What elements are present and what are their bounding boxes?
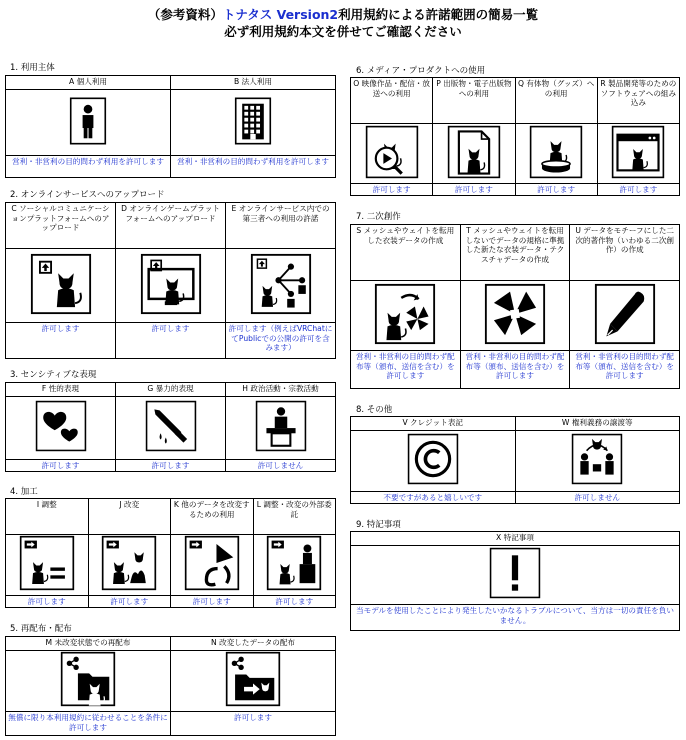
permission-heading: C ソーシャルコミュニケーションプラットフォームへのアップロード bbox=[6, 203, 115, 249]
transfer-icon bbox=[571, 433, 623, 489]
permission-heading: W 権利義務の譲渡等 bbox=[516, 417, 680, 431]
section-title-s2: 2. オンラインサービスへのアップロード bbox=[10, 190, 165, 200]
permission-cell bbox=[6, 499, 89, 607]
permission-heading: A 個人利用 bbox=[6, 76, 170, 90]
permission-heading: J 改変 bbox=[89, 499, 171, 535]
permission-status: 許可します bbox=[254, 595, 336, 607]
permission-heading: I 調整 bbox=[6, 499, 88, 535]
brand-name: トナタス Version2 bbox=[222, 7, 339, 22]
permission-status: 許可します bbox=[116, 459, 225, 471]
permission-heading: L 調整・改変の外部委託 bbox=[254, 499, 336, 535]
permission-icon-area bbox=[351, 546, 679, 604]
permission-cell bbox=[6, 383, 116, 471]
permission-icon-area bbox=[516, 431, 680, 491]
permission-heading: E オンラインサービス内での第三者への利用の許諾 bbox=[226, 203, 335, 249]
exclamation-icon bbox=[489, 547, 541, 603]
share-users-icon bbox=[250, 253, 312, 319]
permission-status: 許可します bbox=[433, 183, 514, 195]
permission-cell bbox=[226, 203, 335, 358]
permission-icon-area bbox=[598, 124, 679, 183]
permission-icon-area bbox=[254, 535, 336, 595]
permission-status: 無償に限り本利用規約に従わせることを条件に許可します bbox=[6, 711, 170, 735]
permission-heading: P 出版物・電子出版物への利用 bbox=[433, 78, 514, 124]
permission-heading: V クレジット表記 bbox=[351, 417, 515, 431]
permission-status: 営利・非営利の目的問わず利用を許可します bbox=[6, 155, 170, 177]
permission-icon-area bbox=[171, 90, 335, 155]
section-title-s7: 7. 二次創作 bbox=[356, 212, 401, 222]
other-data-icon bbox=[184, 535, 240, 595]
permission-icon-area bbox=[6, 535, 88, 595]
section-grid-s7 bbox=[350, 224, 680, 389]
permission-heading: M 未改変状態での再配布 bbox=[6, 637, 170, 651]
permission-icon-area bbox=[116, 397, 225, 459]
section-grid-s8 bbox=[350, 416, 680, 504]
monitor-upload-icon bbox=[140, 253, 202, 319]
knife-icon bbox=[145, 400, 197, 456]
figure-icon bbox=[529, 125, 583, 183]
permission-cell bbox=[516, 78, 598, 195]
permission-icon-area bbox=[433, 124, 514, 183]
pen-icon bbox=[594, 283, 656, 349]
permission-status: 営利・非営利の目的問わず配布等（頒布、送信を含む）を許可します bbox=[461, 350, 570, 388]
permission-cell bbox=[171, 637, 335, 735]
permission-heading: X 特記事項 bbox=[351, 532, 679, 546]
permission-cell bbox=[116, 203, 226, 358]
permission-cell bbox=[351, 417, 516, 503]
permission-heading: R 製品開発等のためのソフトウェアへの組み込み bbox=[598, 78, 679, 124]
permission-status: 許可しません bbox=[516, 491, 680, 503]
section-title-s3: 3. センシティブな表現 bbox=[10, 370, 97, 380]
header-line-1: （参考資料）トナタス Version2利用規約による許諾範囲の簡易一覧 bbox=[147, 7, 539, 22]
section-title-s6: 6. メディア・プロダクトへの使用 bbox=[356, 66, 486, 76]
permission-icon-area bbox=[6, 397, 115, 459]
section-title-s8: 8. その他 bbox=[356, 405, 393, 415]
permission-icon-area bbox=[570, 281, 679, 350]
section-grid-s1 bbox=[5, 75, 336, 178]
permission-status: 営利・非営利の目的問わず利用を許可します bbox=[171, 155, 335, 177]
permission-heading: D オンラインゲームプラットフォームへのアップロード bbox=[116, 203, 225, 249]
section-grid-s5 bbox=[5, 636, 336, 736]
permission-cell bbox=[116, 383, 226, 471]
permission-cell bbox=[254, 499, 336, 607]
modify-icon bbox=[101, 535, 157, 595]
permission-cell bbox=[89, 499, 172, 607]
section-grid-s2 bbox=[5, 202, 336, 359]
permission-cell bbox=[351, 78, 433, 195]
video-icon bbox=[365, 125, 419, 183]
permission-heading: U データをモチーフにした二次的著作物（いわゆる二次創作）の作成 bbox=[570, 225, 679, 281]
permission-cell bbox=[516, 417, 680, 503]
section-grid-s3 bbox=[5, 382, 336, 472]
permission-icon-area bbox=[351, 281, 460, 350]
permission-heading: H 政治活動・宗教活動 bbox=[226, 383, 335, 397]
permission-cell bbox=[6, 637, 171, 735]
permission-heading: S メッシュやウェイトを転用した衣装データの作成 bbox=[351, 225, 460, 281]
permission-icon-area bbox=[171, 651, 335, 711]
permission-icon-area bbox=[6, 249, 115, 322]
section-title-s5: 5. 再配布・配布 bbox=[10, 624, 72, 634]
section-grid-s4 bbox=[5, 498, 336, 608]
outsource-icon bbox=[266, 535, 322, 595]
adjust-icon bbox=[19, 535, 75, 595]
permission-icon-area bbox=[226, 249, 335, 322]
header-line-2: 必ず利用規約本文を併せてご確認ください bbox=[224, 24, 462, 39]
permission-heading: T メッシュやウェイトを転用しないでデータの規格に準拠した新たな衣装データ・テクスチャデータの作成 bbox=[461, 225, 570, 281]
permission-icon-area bbox=[516, 124, 597, 183]
permission-heading: F 性的表現 bbox=[6, 383, 115, 397]
hearts-icon bbox=[35, 400, 87, 456]
permission-status: 許可します bbox=[351, 183, 432, 195]
cat-flower-icon bbox=[374, 283, 436, 349]
permission-icon-area bbox=[171, 535, 253, 595]
permission-icon-area bbox=[351, 124, 432, 183]
permission-status: 許可します bbox=[116, 322, 225, 358]
permission-cell bbox=[433, 78, 515, 195]
section-title-s4: 4. 加工 bbox=[10, 487, 38, 497]
share-folder-icon bbox=[60, 651, 116, 711]
permission-status: 営利・非営利の目的問わず配布等（頒布、送信を含む）を許可します bbox=[351, 350, 460, 388]
section-title-s9: 9. 特記事項 bbox=[356, 520, 401, 530]
permission-cell bbox=[570, 225, 679, 388]
share-modified-icon bbox=[225, 651, 281, 711]
permission-status: 営利・非営利の目的問わず配布等（頒布、送信を含む）を許可します bbox=[570, 350, 679, 388]
permission-status: 許可します bbox=[6, 322, 115, 358]
permission-icon-area bbox=[351, 431, 515, 491]
section-grid-s9 bbox=[350, 531, 680, 631]
permission-icon-area bbox=[116, 249, 225, 322]
permission-icon-area bbox=[6, 90, 170, 155]
section-title-s1: 1. 利用主体 bbox=[10, 63, 55, 73]
software-icon bbox=[611, 125, 665, 183]
permission-status: 許可します bbox=[89, 595, 171, 607]
permission-cell bbox=[6, 76, 171, 177]
permission-heading: B 法人利用 bbox=[171, 76, 335, 90]
permission-heading: O 映像作品・配信・放送への利用 bbox=[351, 78, 432, 124]
copyright-icon bbox=[407, 433, 459, 489]
permission-icon-area bbox=[6, 651, 170, 711]
permission-status: 許可します bbox=[171, 711, 335, 735]
person-icon bbox=[61, 94, 115, 152]
permission-status: 許可します bbox=[171, 595, 253, 607]
section-grid-s6 bbox=[350, 77, 680, 196]
upload-cat-icon bbox=[30, 253, 92, 319]
permission-cell bbox=[598, 78, 679, 195]
permission-status: 許可します bbox=[6, 459, 115, 471]
permission-icon-area bbox=[89, 535, 171, 595]
permission-status: 許可します（例えばVRChatにてPublicでの公開の許可を含みます） bbox=[226, 322, 335, 358]
permission-heading: N 改変したデータの配布 bbox=[171, 637, 335, 651]
permission-status: 許可します bbox=[598, 183, 679, 195]
permission-status: 許可します bbox=[6, 595, 88, 607]
permission-heading: K 他のデータを改変するための利用 bbox=[171, 499, 253, 535]
permission-cell bbox=[461, 225, 571, 388]
permission-status: 不要ですがあると嬉しいです bbox=[351, 491, 515, 503]
permission-status: 許可しません bbox=[226, 459, 335, 471]
permission-status: 当モデルを使用したことにより発生したいかなるトラブルについて、当方は一切の責任を負いません。 bbox=[351, 604, 679, 630]
permission-icon-area bbox=[226, 397, 335, 459]
permission-cell bbox=[6, 203, 116, 358]
flower-icon bbox=[484, 283, 546, 349]
permission-cell bbox=[171, 76, 335, 177]
permission-cell bbox=[351, 532, 679, 630]
permission-heading: G 暴力的表現 bbox=[116, 383, 225, 397]
permission-cell bbox=[171, 499, 254, 607]
permission-icon-area bbox=[461, 281, 570, 350]
building-icon bbox=[226, 94, 280, 152]
permission-status: 許可します bbox=[516, 183, 597, 195]
permission-cell bbox=[351, 225, 461, 388]
permission-heading: Q 有体物（グッズ）への利用 bbox=[516, 78, 597, 124]
document-icon bbox=[447, 125, 501, 183]
podium-icon bbox=[255, 400, 307, 456]
permission-cell bbox=[226, 383, 335, 471]
page-header bbox=[0, 6, 686, 40]
